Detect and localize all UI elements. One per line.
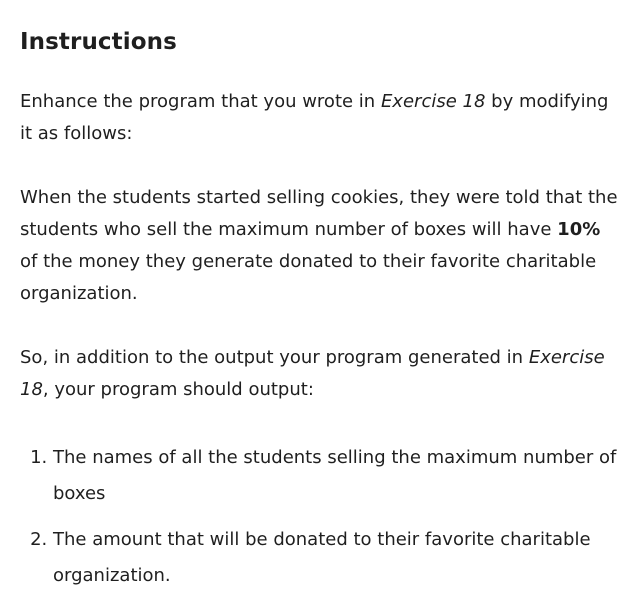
list-item: 2. The amount that will be donated to their favorite charitable organization.: [53, 522, 628, 594]
exercise-reference: Exercise 18: [380, 91, 486, 112]
enhance-paragraph: [20, 86, 620, 150]
instructions-heading: Instructions: [20, 29, 177, 55]
output-paragraph: [20, 342, 620, 406]
donation-percent: 10%: [557, 219, 601, 240]
donation-paragraph: [20, 182, 620, 310]
donation-text-start: When the students started selling cookies, they were told that the students who sell the maximum number of boxes will have: [20, 187, 618, 240]
enhance-text-start: Enhance the program that you wrote in: [20, 91, 381, 112]
exercise-reference: Exercise 18: [20, 347, 605, 400]
requirements-list: [20, 440, 628, 594]
output-text-start: So, in addition to the output your program generated in: [20, 347, 529, 368]
enhance-text-end: by modifying it as follows:: [20, 91, 609, 144]
list-item: 1. The names of all the students selling the maximum number of boxes: [53, 440, 628, 512]
output-text-end: , your program should output:: [42, 379, 314, 400]
donation-text-end: of the money they generate donated to their favorite charitable organization.: [20, 251, 597, 304]
